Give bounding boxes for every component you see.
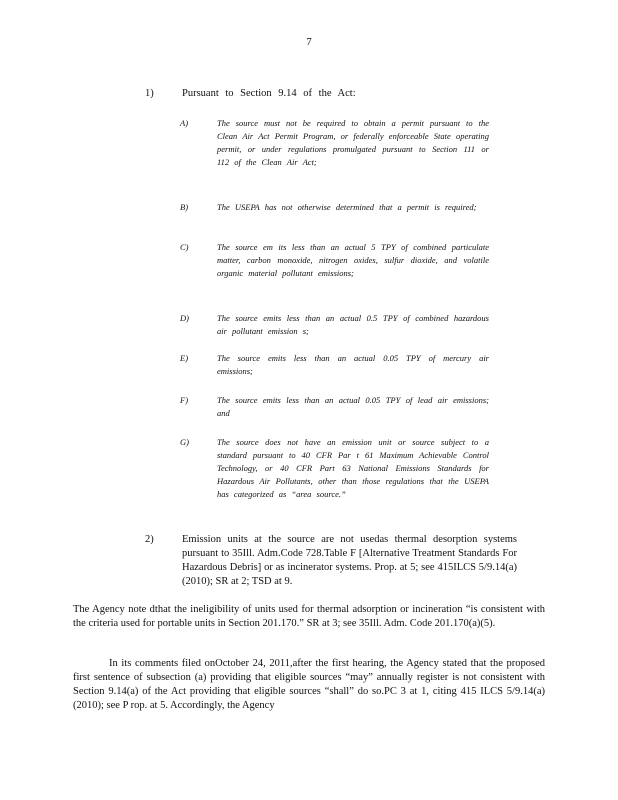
list-item-number: 1) (145, 88, 154, 99)
subitem-label: D) (180, 313, 189, 323)
list-item-number: 2) (145, 534, 154, 545)
subitem-text: The source emits less than an actual 0.05 TPY of lead air emissions; and (217, 395, 489, 418)
list-item-text: Pursuant to Section 9.14 of the Act: (182, 88, 356, 99)
subitem-text: The source does not have an emission unit or source subject to a standard pursuant to 40 CFR Par t 61 Maximum Achievable Control Technology, or 40 CFR Part 63 National Emissions Standards for Hazardous Air Pollutants, other than those regulations that the USEPA has categorized as “area source.” (217, 437, 489, 499)
body-paragraph: The Agency note dthat the ineligibility of units used for thermal adsorption or incineration “is consistent with the criteria used for portable units in Section 201.170.” SR at 3; see 35Ill. Adm. Code 201.170(a)(5). (73, 604, 545, 629)
subitem-label: F) (180, 395, 189, 405)
page-number: 7 (306, 36, 312, 48)
subitem-text: The source emits less than an actual 0.05 TPY of mercury air emissions; (217, 353, 489, 376)
body-paragraph: In its comments filed onOctober 24, 2011,after the first hearing, the Agency stated that the proposed first sentence of subsection (a) providing that eligible sources “may” annually register is not consistent with Section 9.14(a) of the Act providing that eligible sources “shall” do so.PC 3 at 1, citing 415 ILCS 5/9.14(a) (2010); see P rop. at 5. Accordingly, the Agency (73, 658, 545, 711)
subitem-text: The USEPA has not otherwise determined that a permit is required; (217, 202, 477, 212)
subitem-label: C) (180, 242, 189, 252)
subitem-text: The source em its less than an actual 5 TPY of combined particulate matter, carbon monoxide, nitrogen oxides, sulfur dioxide, and volatile organic material pollutant emissions; (217, 242, 489, 278)
subitem-text: The source must not be required to obtain a permit pursuant to the Clean Air Act Permit Program, or federally enforceable State operating permit, or under regulations promulgated pursuant to Section 111 or 112 of the Clean Air Act; (217, 118, 489, 167)
list-item-text: Emission units at the source are not usedas thermal desorption systems pursuant to 35Ill. Adm.Code 728.Table F [Alternative Treatment Standards For Hazardous Debris] or as incinerator systems. Prop. at 5; see 415ILCS 5/9.14(a) (2010); SR at 2; TSD at 9. (182, 534, 517, 587)
subitem-label: B) (180, 202, 189, 212)
subitem-label: A) (180, 118, 189, 128)
subitem-label: G) (180, 437, 189, 447)
subitem-label: E) (180, 353, 189, 363)
subitem-text: The source emits less than an actual 0.5 TPY of combined hazardous air pollutant emission s; (217, 313, 489, 336)
